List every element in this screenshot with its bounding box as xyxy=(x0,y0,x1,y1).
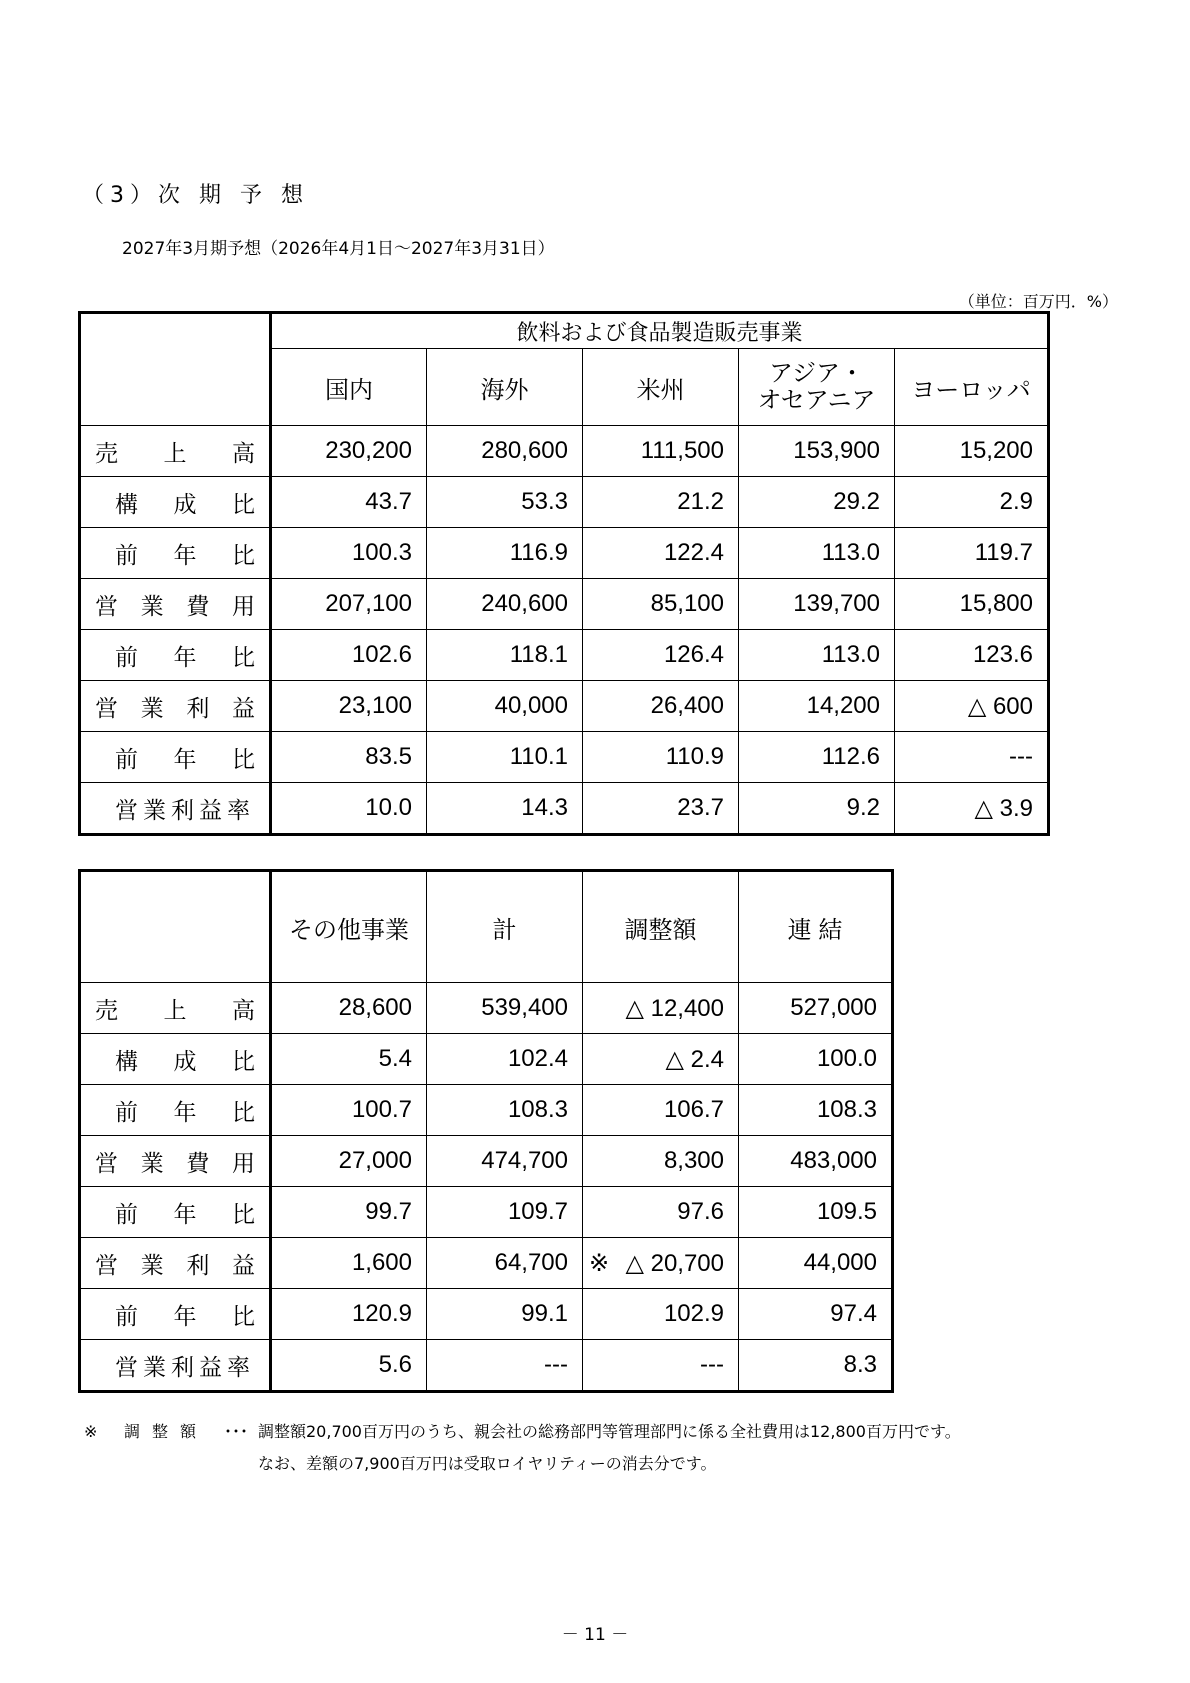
header-blank-cell xyxy=(80,313,271,426)
cell-value: 28,600 xyxy=(271,983,427,1034)
cell-value: 122.4 xyxy=(583,528,739,579)
row-label: 前 年 比 xyxy=(80,732,271,783)
cell-value: 100.7 xyxy=(271,1085,427,1136)
cell-value: 8.3 xyxy=(739,1340,893,1392)
header-row-columns xyxy=(80,871,893,983)
table-row xyxy=(80,426,1049,477)
cell-value: 539,400 xyxy=(427,983,583,1034)
table-row xyxy=(80,1238,893,1289)
cell-value: 109.5 xyxy=(739,1187,893,1238)
row-label: 売 上 高 xyxy=(80,426,271,477)
table-row xyxy=(80,528,1049,579)
cell-value: --- xyxy=(583,1340,739,1392)
cell-value: 118.1 xyxy=(427,630,583,681)
cell-value: 110.9 xyxy=(583,732,739,783)
row-label: 営 業 利 益 xyxy=(80,681,271,732)
note-line-2: なお、差額の7,900百万円は受取ロイヤリティーの消去分です。 xyxy=(258,1454,717,1473)
table-row xyxy=(80,983,893,1034)
cell-value: 111,500 xyxy=(583,426,739,477)
cell-value: 21.2 xyxy=(583,477,739,528)
cell-value: 113.0 xyxy=(739,630,895,681)
page-number: － 11 － xyxy=(561,1625,629,1645)
row-label: 営 業 利 益 xyxy=(80,1238,271,1289)
cell-value: 83.5 xyxy=(271,732,427,783)
cell-value: 23.7 xyxy=(583,783,739,835)
row-label: 営 業 費 用 xyxy=(80,579,271,630)
cell-value: 43.7 xyxy=(271,477,427,528)
section-title: （3）次 期 予 想 xyxy=(82,183,309,208)
cell-value: 40,000 xyxy=(427,681,583,732)
cell-value: --- xyxy=(895,732,1049,783)
cell-value: 102.4 xyxy=(427,1034,583,1085)
row-label: 前 年 比 xyxy=(80,1289,271,1340)
row-label: 前 年 比 xyxy=(80,1085,271,1136)
cell-value: 27,000 xyxy=(271,1136,427,1187)
cell-value: 8,300 xyxy=(583,1136,739,1187)
column-header: アジア・ オセアニア xyxy=(739,349,895,426)
cell-value: 102.6 xyxy=(271,630,427,681)
note-line-1: 調整額20,700百万円のうち、親会社の総務部門等管理部門に係る全社費用は12,800百万円です。 xyxy=(258,1422,961,1441)
cell-value: 15,800 xyxy=(895,579,1049,630)
cell-value: 29.2 xyxy=(739,477,895,528)
row-label: 売 上 高 xyxy=(80,983,271,1034)
cell-value: 97.6 xyxy=(583,1187,739,1238)
column-header: 海外 xyxy=(427,349,583,426)
row-label: 営業利益率 xyxy=(80,783,271,835)
segment-forecast-table xyxy=(78,311,1050,836)
cell-value: △ 600 xyxy=(895,681,1049,732)
cell-value: 108.3 xyxy=(739,1085,893,1136)
cell-value: 207,100 xyxy=(271,579,427,630)
cell-value: 483,000 xyxy=(739,1136,893,1187)
cell-value: 100.0 xyxy=(739,1034,893,1085)
cell-value: ※ △ 20,700 xyxy=(583,1238,739,1289)
cell-value: --- xyxy=(427,1340,583,1392)
cell-value: 44,000 xyxy=(739,1238,893,1289)
cell-value: 100.3 xyxy=(271,528,427,579)
forecast-period: 2027年3月期予想（2026年4月1日～2027年3月31日） xyxy=(122,239,555,259)
cell-value: 116.9 xyxy=(427,528,583,579)
row-label: 前 年 比 xyxy=(80,630,271,681)
row-label: 営 業 費 用 xyxy=(80,1136,271,1187)
column-header: その他事業 xyxy=(271,871,427,983)
unit-label: （単位：百万円．%） xyxy=(958,292,1118,311)
table-row xyxy=(80,783,1049,835)
cell-value: 2.9 xyxy=(895,477,1049,528)
row-label: 前 年 比 xyxy=(80,528,271,579)
table-row xyxy=(80,477,1049,528)
cell-value: 1,600 xyxy=(271,1238,427,1289)
cell-value: 123.6 xyxy=(895,630,1049,681)
table-row xyxy=(80,1340,893,1392)
table-row xyxy=(80,681,1049,732)
note-mark: ※ xyxy=(84,1422,98,1441)
cell-value: 106.7 xyxy=(583,1085,739,1136)
table-row xyxy=(80,1136,893,1187)
cell-value: 119.7 xyxy=(895,528,1049,579)
cell-value: 126.4 xyxy=(583,630,739,681)
cell-value: 15,200 xyxy=(895,426,1049,477)
cell-value: △ 2.4 xyxy=(583,1034,739,1085)
cell-value: 85,100 xyxy=(583,579,739,630)
row-label: 構 成 比 xyxy=(80,1034,271,1085)
row-label: 前 年 比 xyxy=(80,1187,271,1238)
consolidated-forecast-table xyxy=(78,869,894,1393)
table-row xyxy=(80,1187,893,1238)
cell-value: 10.0 xyxy=(271,783,427,835)
column-header: 国内 xyxy=(271,349,427,426)
adjustment-note xyxy=(84,1419,961,1442)
cell-value: 230,200 xyxy=(271,426,427,477)
cell-value: 280,600 xyxy=(427,426,583,477)
column-header: 米州 xyxy=(583,349,739,426)
cell-value: 113.0 xyxy=(739,528,895,579)
cell-value: 240,600 xyxy=(427,579,583,630)
cell-value: 108.3 xyxy=(427,1085,583,1136)
cell-value: 112.6 xyxy=(739,732,895,783)
cell-value: 5.4 xyxy=(271,1034,427,1085)
cell-value: △ 3.9 xyxy=(895,783,1049,835)
table-row xyxy=(80,732,1049,783)
cell-value: 110.1 xyxy=(427,732,583,783)
cell-value: 26,400 xyxy=(583,681,739,732)
cell-value: 14,200 xyxy=(739,681,895,732)
cell-value: 102.9 xyxy=(583,1289,739,1340)
cell-value: 5.6 xyxy=(271,1340,427,1392)
cell-value: 474,700 xyxy=(427,1136,583,1187)
cell-value: 23,100 xyxy=(271,681,427,732)
cell-value: 99.1 xyxy=(427,1289,583,1340)
note-reference-mark: ※ xyxy=(589,1249,610,1277)
cell-value: 53.3 xyxy=(427,477,583,528)
column-header: ヨーロッパ xyxy=(895,349,1049,426)
table-row xyxy=(80,1085,893,1136)
note-dots: ･･･ xyxy=(224,1422,249,1441)
column-header: 計 xyxy=(427,871,583,983)
group-header: 飲料および食品製造販売事業 xyxy=(271,313,1049,349)
cell-value: 97.4 xyxy=(739,1289,893,1340)
cell-value: 99.7 xyxy=(271,1187,427,1238)
header-blank-cell xyxy=(80,871,271,983)
cell-value: 153,900 xyxy=(739,426,895,477)
cell-value: 120.9 xyxy=(271,1289,427,1340)
table-row xyxy=(80,579,1049,630)
table-row xyxy=(80,630,1049,681)
cell-value: 9.2 xyxy=(739,783,895,835)
cell-value: 139,700 xyxy=(739,579,895,630)
cell-value: 527,000 xyxy=(739,983,893,1034)
cell-value: 64,700 xyxy=(427,1238,583,1289)
column-header: 調整額 xyxy=(583,871,739,983)
cell-value: 14.3 xyxy=(427,783,583,835)
header-row-group xyxy=(80,313,1049,349)
row-label: 営業利益率 xyxy=(80,1340,271,1392)
cell-value: 109.7 xyxy=(427,1187,583,1238)
column-header: 連 結 xyxy=(739,871,893,983)
cell-value: △ 12,400 xyxy=(583,983,739,1034)
table-row xyxy=(80,1289,893,1340)
note-term: 調整額 xyxy=(124,1422,209,1441)
row-label: 構 成 比 xyxy=(80,477,271,528)
table-row xyxy=(80,1034,893,1085)
